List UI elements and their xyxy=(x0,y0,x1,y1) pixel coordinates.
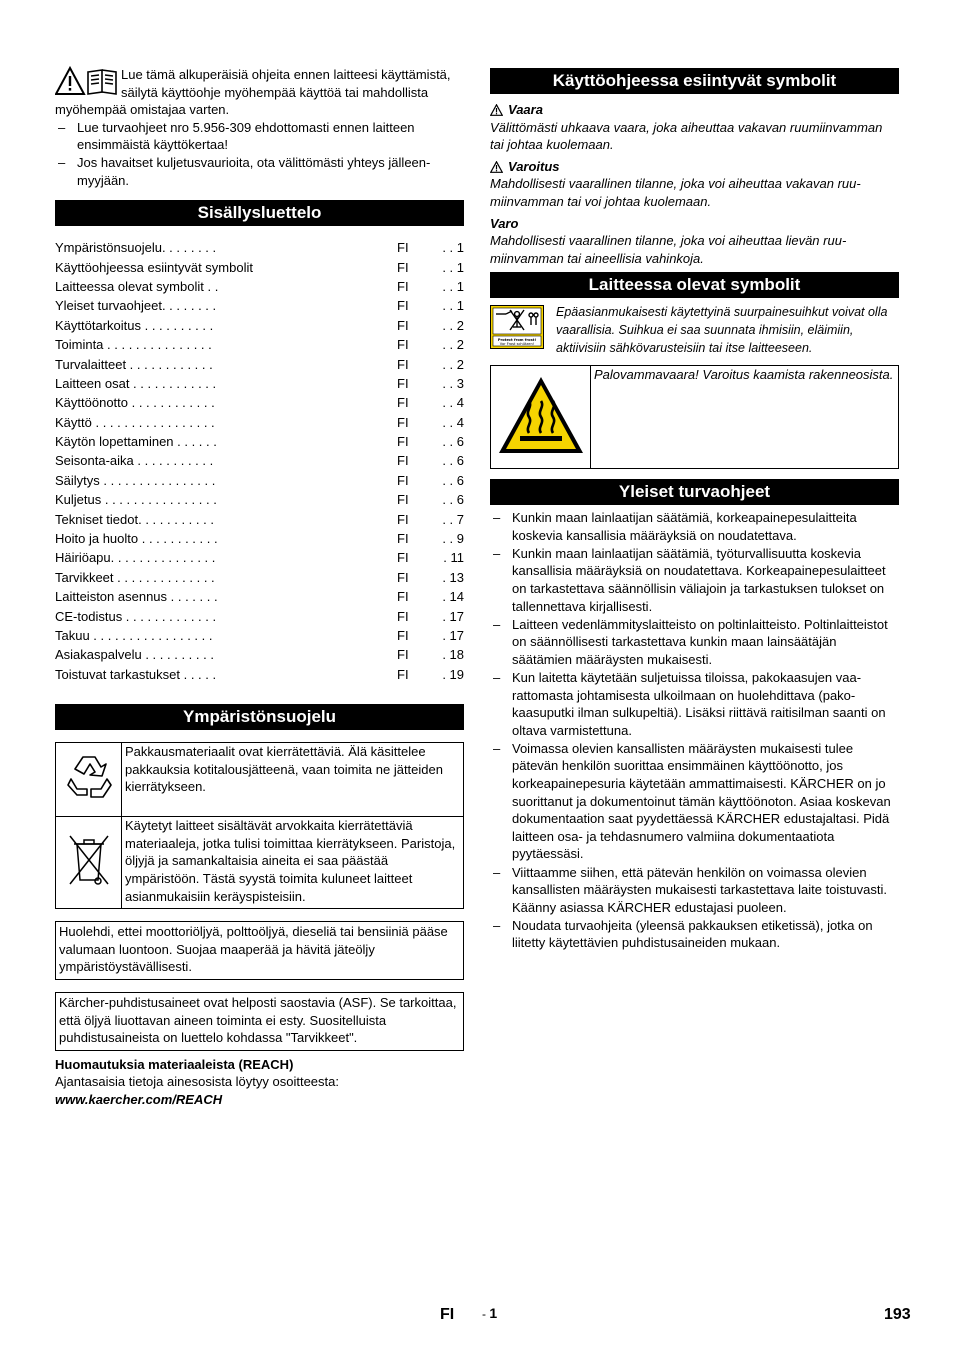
toc-row[interactable] xyxy=(55,665,464,684)
footer-page-number: 193 xyxy=(884,1306,911,1323)
toc-page: . . 9 xyxy=(442,531,464,547)
recycling-icon xyxy=(61,749,117,805)
toc-page: . . 2 xyxy=(442,337,464,353)
jet-warning xyxy=(490,304,899,357)
toc-title: Toistuvat tarkastukset . . . . . xyxy=(55,666,217,682)
toc-row[interactable] xyxy=(55,413,464,432)
reach-text: Ajantasaisia tietoja ainesosista löytyy osoitteesta: xyxy=(55,1074,339,1090)
caution-label: Varo xyxy=(490,215,519,231)
toc-row[interactable] xyxy=(55,490,464,509)
toc-page: . . 4 xyxy=(442,395,464,411)
intro xyxy=(55,66,464,189)
toc-title: Laitteen osat . . . . . . . . . . . . xyxy=(55,375,217,391)
toc-row[interactable] xyxy=(55,316,464,335)
toc-title: Käyttö . . . . . . . . . . . . . . . . . xyxy=(55,414,215,430)
environment-heading: Ympäristönsuojelu xyxy=(55,704,464,730)
toc-lang: FI xyxy=(397,589,409,605)
toc-lang: FI xyxy=(397,647,409,663)
toc-page: . . 6 xyxy=(442,434,464,450)
toc-title: Ympäristönsuojelu. . . . . . . . xyxy=(55,240,217,256)
toc-lang: FI xyxy=(397,337,409,353)
toc-title: Kuljetus . . . . . . . . . . . . . . . . xyxy=(55,492,217,508)
table-of-contents xyxy=(55,238,464,684)
symbols-list xyxy=(490,101,899,267)
toc-title: Yleiset turvaohjeet. . . . . . . . xyxy=(55,298,217,314)
intro-bullet: – Jos havaitset kuljetusvaurioita, ota välittömästi yhteys jälleenmyyjään. xyxy=(55,154,464,189)
toc-lang: FI xyxy=(397,511,409,527)
toc-page: . . 6 xyxy=(442,453,464,469)
toc-title: Käytön lopettaminen . . . . . . xyxy=(55,434,217,450)
toc-row[interactable] xyxy=(55,258,464,277)
toc-row[interactable] xyxy=(55,510,464,529)
toc-lang: FI xyxy=(397,608,409,624)
danger-text: Välittömästi uhkaava vaara, joka aiheuttaa vakavan ruumiinvamman tai johtaa kuolemaan. xyxy=(490,119,883,153)
danger-label: Vaara xyxy=(490,101,899,119)
reach-heading: Huomautuksia materiaaleista (REACH) xyxy=(55,1056,294,1072)
toc-lang: FI xyxy=(397,434,409,450)
toc-title: Laitteiston asennus . . . . . . . xyxy=(55,589,218,605)
toc-page: . . 6 xyxy=(442,492,464,508)
toc-lang: FI xyxy=(397,259,409,275)
warning-triangle-icon xyxy=(56,68,84,94)
toc-row[interactable] xyxy=(55,296,464,315)
recycling-cell xyxy=(56,743,122,817)
toc-heading: Sisällysluettelo xyxy=(55,200,464,226)
toc-page: . . 6 xyxy=(442,472,464,488)
toc-lang: FI xyxy=(397,278,409,294)
toc-page: . 13 xyxy=(442,569,464,585)
hot-surface-icon xyxy=(496,373,586,457)
intro-bullet: – Lue turvaohjeet nro 5.956-309 ehdottomasti ennen laitteen ensimmäistä käyttökertaa! xyxy=(55,119,464,154)
toc-lang: FI xyxy=(397,395,409,411)
recycling-text: Pakkausmateriaalit ovat kierrätettäviä. Älä käsittelee pakkauksia kotitalousjätteenä, vaan toimita ne jätteiden kierrätykseen. xyxy=(122,743,464,817)
toc-page: . . 1 xyxy=(442,278,464,294)
high-pressure-jet-icon xyxy=(490,305,544,349)
footer-local-page: - 1 xyxy=(482,1305,498,1321)
safety-bullet: – Kun laitetta käytetään suljetuissa tiloissa, pakokaasujen vaarattomasta johtamisesta ulkoilmaan on huolehdittava (pakokaasuputki ilman sulkupeltiä). Lisäksi riittävä raitisilman saanti on oltava varmistettuna. xyxy=(490,669,899,739)
toc-row[interactable] xyxy=(55,529,464,548)
oil-note: Huolehdi, ettei moottoriöljyä, polttoöljyä, dieseliä tai bensiiniä pääse valumaan luontoon. Suojaa maaperää ja hävitä jäteöljy ympäristöystävällisesti. xyxy=(55,921,464,980)
bin-text: Käytetyt laitteet sisältävät arvokkaita kierrätettäviä materiaaleja, jotka tulisi toimittaa kierrätykseen. Paristoja, öljyjä ja samankaltaisia aineita ei saa päästää ympäristöön. Tästä syystä toimita kuluneet laitteet asianmukaisiin keräyspisteisiin. xyxy=(122,817,464,909)
environment-table xyxy=(55,742,464,909)
toc-lang: FI xyxy=(397,550,409,566)
toc-title: Seisonta-aika . . . . . . . . . . . xyxy=(55,453,214,469)
toc-title: Hoito ja huolto . . . . . . . . . . . xyxy=(55,531,218,547)
toc-title: Käyttötarkoitus . . . . . . . . . . xyxy=(55,317,214,333)
warning-manual-icons xyxy=(55,66,119,96)
toc-row[interactable] xyxy=(55,587,464,606)
toc-row[interactable] xyxy=(55,393,464,412)
toc-page: . . 4 xyxy=(442,414,464,430)
toc-lang: FI xyxy=(397,317,409,333)
toc-row[interactable] xyxy=(55,568,464,587)
toc-lang: FI xyxy=(397,453,409,469)
toc-page: . 17 xyxy=(442,627,464,643)
toc-lang: FI xyxy=(397,492,409,508)
toc-page: . 18 xyxy=(442,647,464,663)
safety-bullet: – Noudata turvaohjeita (yleensä pakkauksen etiketissä), jotka on liitetty käytettävien puhdistusaineiden mukaan. xyxy=(490,917,899,952)
caution-text: Mahdollisesti vaarallinen tilanne, joka voi aiheuttaa lievän ruumiinvamman tai aineellisia vahinkoja. xyxy=(490,233,847,266)
device-symbols-heading: Laitteessa olevat symbolit xyxy=(490,272,899,298)
toc-lang: FI xyxy=(397,375,409,391)
toc-row[interactable] xyxy=(55,471,464,490)
toc-page: . . 2 xyxy=(442,317,464,333)
toc-row[interactable] xyxy=(55,607,464,626)
warning-triangle-icon xyxy=(490,104,503,116)
toc-title: Tarvikkeet . . . . . . . . . . . . . . xyxy=(55,569,215,585)
toc-row[interactable] xyxy=(55,432,464,451)
toc-page: . . 3 xyxy=(442,375,464,391)
toc-page: . . 1 xyxy=(442,240,464,256)
symbols-heading: Käyttöohjeessa esiintyvät symbolit xyxy=(490,68,899,94)
toc-row[interactable] xyxy=(55,335,464,354)
safety-bullet: – Viittaamme siihen, että pätevän henkilön on voimassa olevien kansallisten määräysten mukaisesti tarkastettava laite toistuvasti. Käänny asiassa KÄRCHER edustajasi puoleen. xyxy=(490,864,899,917)
toc-lang: FI xyxy=(397,356,409,372)
footer-lang: FI xyxy=(440,1306,455,1323)
safety-bullet: – Laitteen vedenlämmityslaitteisto on poltinlaitteisto. Poltinlaitteistot on säännöllisesti tarkastettava kunkin maan lainsäätäjän säätämien määräysten mukaisesti. xyxy=(490,616,899,669)
toc-row[interactable] xyxy=(55,355,464,374)
intro-text: Lue tämä alkuperäisiä ohjeita ennen laitteesi käyttämistä, säilytä käyttöohje myöhempää käyttöä tai mahdollista myöhempää omistajaa varten. xyxy=(55,67,451,118)
right-column xyxy=(490,66,899,952)
frost-label-de: Vor Frost schützen! xyxy=(499,342,535,347)
toc-title: Laitteessa olevat symbolit . . xyxy=(55,278,219,294)
toc-title: Häiriöapu. . . . . . . . . . . . . . . xyxy=(55,550,216,566)
toc-page: . . 7 xyxy=(442,511,464,527)
toc-page: . . 2 xyxy=(442,356,464,372)
toc-page: . . 1 xyxy=(442,259,464,275)
toc-lang: FI xyxy=(397,531,409,547)
toc-row[interactable] xyxy=(55,374,464,393)
toc-title: Tekniset tiedot. . . . . . . . . . . xyxy=(55,511,214,527)
manual-book-icon xyxy=(88,70,116,94)
footer-local-number: 1 xyxy=(489,1305,498,1321)
toc-page: . 17 xyxy=(442,608,464,624)
toc-page: . 14 xyxy=(442,589,464,605)
toc-page: . 19 xyxy=(442,666,464,682)
safety-bullet: – Kunkin maan lainlaatijan säätämiä, työturvallisuutta koskevia kansallisia määräyksiä on noudatettava. Korkeapainepesulaitteet on tarkastettava säännöllisin väliajoin ja tarkastuksen tulokset on tallennettava kirjallisesti. xyxy=(490,545,899,615)
toc-title: Käyttöönotto . . . . . . . . . . . . xyxy=(55,395,215,411)
toc-row[interactable] xyxy=(55,277,464,296)
toc-title: CE-todistus . . . . . . . . . . . . . xyxy=(55,608,217,624)
reach-link[interactable]: www.kaercher.com/REACH xyxy=(55,1091,223,1107)
detergent-note: Kärcher-puhdistusaineet ovat helposti saostavia (ASF). Se tarkoittaa, että öljyä liuottavan aineen toiminta ei esty. Suositelluista puhdistusaineista on luettelo kohdassa "Tarvikkeet". xyxy=(55,992,464,1051)
toc-lang: FI xyxy=(397,627,409,643)
toc-row[interactable] xyxy=(55,548,464,567)
toc-title: Säilytys . . . . . . . . . . . . . . . . xyxy=(55,472,216,488)
left-column xyxy=(55,66,464,1108)
toc-row[interactable] xyxy=(55,626,464,645)
jet-text: Epäasianmukaisesti käytettyinä suurpainesuihkut voivat olla vaarallisia. Suihkua ei saa suunnata ihmisiin, eläimiin, aktiivisiin sähkövarusteisiin tai itse laitteeseen. xyxy=(556,305,888,355)
toc-lang: FI xyxy=(397,666,409,682)
table-row xyxy=(56,743,464,817)
toc-title: Käyttöohjeessa esiintyvät symbolit xyxy=(55,259,253,275)
toc-lang: FI xyxy=(397,414,409,430)
table-row xyxy=(491,366,899,469)
toc-lang: FI xyxy=(397,472,409,488)
safety-bullet: – Voimassa olevien kansallisten määräysten mukaisesti tulee pätevän henkilön suorittaa ensimmäinen käyttöönotto, jos korkeapainepesuria käytetään ammattimaisesti. KÄRCHER on jo suorittanut ja dokumentoinut tämän käyttöönoton. Asiaa koskevan dokumentaation saat pyydettäessä KÄRCHER edustajaltasi. Pidä laitteen osa- ja tehdasnumero valmiina dokumentaatiota pyytäessäsi. xyxy=(490,740,899,863)
table-row xyxy=(56,817,464,909)
toc-page: . . 1 xyxy=(442,298,464,314)
toc-lang: FI xyxy=(397,240,409,256)
toc-lang: FI xyxy=(397,298,409,314)
frost-label: Protect from frost! xyxy=(497,338,537,343)
warning-triangle-icon xyxy=(490,161,503,173)
hot-surface-table xyxy=(490,365,899,469)
warning-text: Mahdollisesti vaarallinen tilanne, joka voi aiheuttaa vakavan ruumiinvamman tai voi johtaa kuolemaan. xyxy=(490,176,861,209)
toc-title: Takuu . . . . . . . . . . . . . . . . . xyxy=(55,627,213,643)
toc-row[interactable] xyxy=(55,645,464,664)
hot-surface-cell xyxy=(491,366,591,469)
safety-bullet: – Kunkin maan lainlaatijan säätämiä, korkeapainepesulaitteita koskevia kansallisia määräyksiä on noudatettava. xyxy=(490,509,899,544)
toc-row[interactable] xyxy=(55,451,464,470)
toc-lang: FI xyxy=(397,569,409,585)
toc-title: Toiminta . . . . . . . . . . . . . . . xyxy=(55,337,212,353)
crossed-bin-icon xyxy=(65,830,113,890)
toc-row[interactable] xyxy=(55,238,464,257)
hot-surface-text: Palovammavaara! Varoitus kaamista rakenneosista. xyxy=(591,366,899,469)
toc-title: Turvalaitteet . . . . . . . . . . . . xyxy=(55,356,213,372)
warning-label: Varoitus xyxy=(490,158,899,176)
general-safety-list xyxy=(490,509,899,952)
toc-page: . 11 xyxy=(443,550,464,566)
bin-cell xyxy=(56,817,122,909)
toc-title: Asiakaspalvelu . . . . . . . . . . xyxy=(55,647,214,663)
general-safety-heading: Yleiset turvaohjeet xyxy=(490,479,899,505)
